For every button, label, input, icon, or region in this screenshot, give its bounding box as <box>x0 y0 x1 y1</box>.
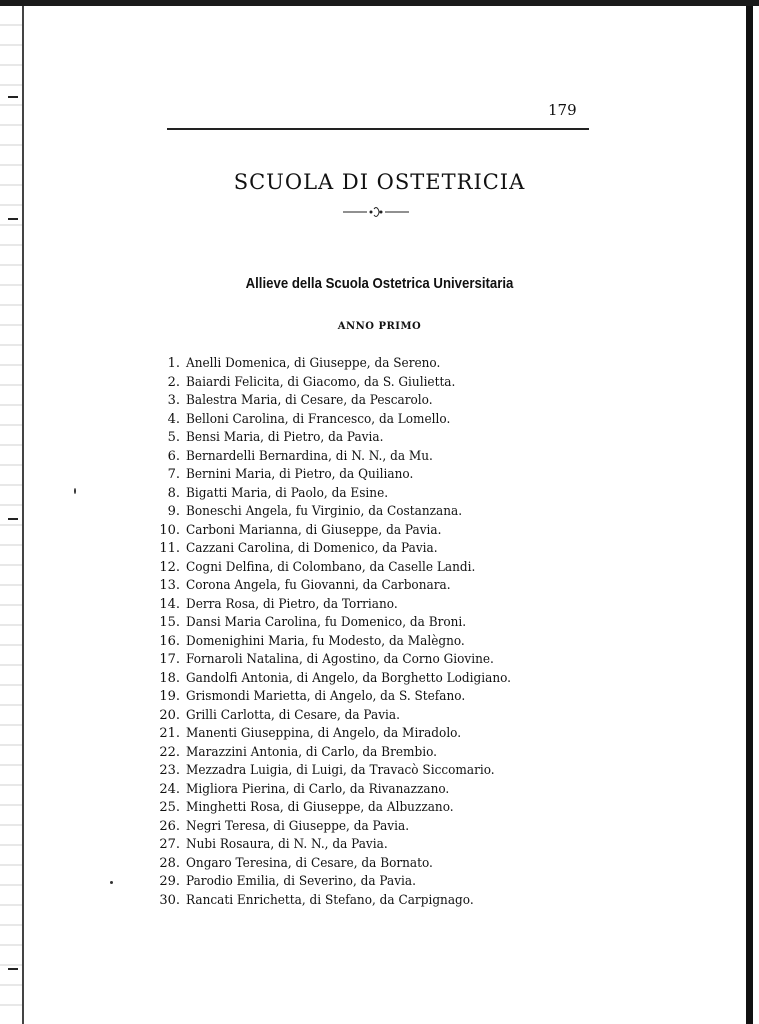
entry-number: 6. <box>167 448 180 464</box>
list-item <box>150 540 710 559</box>
list-item <box>150 873 710 892</box>
scan-top-edge <box>0 0 759 6</box>
list-item <box>150 577 710 596</box>
list-item <box>150 411 710 430</box>
entry-number: 10. <box>159 522 180 538</box>
student-list <box>150 355 710 910</box>
list-item <box>150 836 710 855</box>
entry-text: Corona Angela, fu Giovanni, da Carbonara. <box>186 578 451 593</box>
list-item <box>150 633 710 652</box>
section-heading: ANNO PRIMO <box>337 321 422 332</box>
entry-number: 27. <box>159 837 180 852</box>
list-item <box>150 466 710 485</box>
list-item <box>150 688 710 707</box>
entry-number: 18. <box>159 670 180 686</box>
entry-text: Manenti Giuseppina, di Angelo, da Miradolo. <box>186 726 462 741</box>
list-item <box>150 781 710 800</box>
entry-text: Bensi Maria, di Pietro, da Pavia. <box>186 430 384 445</box>
scan-right-margin <box>752 6 759 1024</box>
list-item <box>150 651 710 670</box>
list-item <box>150 744 710 763</box>
entry-text: Cazzani Carolina, di Domenico, da Pavia. <box>186 541 438 556</box>
entry-number: 23. <box>159 763 180 778</box>
entry-number: 8. <box>167 485 180 501</box>
list-item <box>150 559 710 578</box>
list-item <box>150 892 710 911</box>
entry-number: 12. <box>159 559 180 575</box>
list-item <box>150 596 710 615</box>
scan-right-edge <box>746 6 753 1024</box>
list-item <box>150 670 710 689</box>
entry-text: Domenighini Maria, fu Modesto, da Malègno. <box>186 633 465 649</box>
entry-number: 1. <box>167 356 180 371</box>
entry-text: Migliora Pierina, di Carlo, da Rivanazzano. <box>186 781 450 797</box>
ink-speck <box>110 881 113 884</box>
entry-text: Grilli Carlotta, di Cesare, da Pavia. <box>186 707 400 723</box>
list-item <box>150 355 710 374</box>
page-number: 179 <box>548 101 577 119</box>
entry-text: Nubi Rosaura, di N. N., da Pavia. <box>186 837 388 852</box>
entry-text: Ongaro Teresina, di Cesare, da Bornato. <box>186 855 433 871</box>
list-item <box>150 855 710 874</box>
entry-text: Mezzadra Luigia, di Luigi, da Travacò Siccomario. <box>186 763 495 778</box>
entry-text: Minghetti Rosa, di Giuseppe, da Albuzzano. <box>186 800 454 815</box>
entry-text: Parodio Emilia, di Severino, da Pavia. <box>186 874 416 889</box>
entry-number: 30. <box>159 892 180 908</box>
entry-number: 28. <box>159 855 180 871</box>
list-item <box>150 799 710 818</box>
entry-number: 25. <box>159 800 180 815</box>
scan-left-edge <box>0 6 24 1024</box>
entry-text: Baiardi Felicita, di Giacomo, da S. Giulietta. <box>186 374 456 390</box>
entry-number: 4. <box>167 411 180 427</box>
entry-number: 29. <box>159 874 180 889</box>
list-item <box>150 392 710 411</box>
list-item <box>150 429 710 448</box>
entry-number: 16. <box>159 633 180 649</box>
entry-text: Balestra Maria, di Cesare, da Pescarolo. <box>186 393 433 408</box>
entry-text: Boneschi Angela, fu Virginio, da Costanzana. <box>186 504 463 519</box>
entry-number: 13. <box>159 578 180 593</box>
entry-text: Bernardelli Bernardina, di N. N., da Mu. <box>186 448 433 464</box>
entry-text: Bernini Maria, di Pietro, da Quiliano. <box>186 467 414 482</box>
list-item <box>150 762 710 781</box>
entry-text: Carboni Marianna, di Giuseppe, da Pavia. <box>186 522 442 538</box>
list-item <box>150 448 710 467</box>
entry-number: 17. <box>159 652 180 667</box>
entry-number: 26. <box>159 818 180 834</box>
entry-number: 7. <box>167 467 180 482</box>
entry-number: 19. <box>159 689 180 704</box>
entry-number: 24. <box>159 781 180 797</box>
entry-text: Derra Rosa, di Pietro, da Torriano. <box>186 596 398 612</box>
list-item <box>150 522 710 541</box>
entry-text: Grismondi Marietta, di Angelo, da S. Stefano. <box>186 689 466 704</box>
entry-number: 2. <box>167 374 180 390</box>
subtitle: Allieve della Scuola Ostetrica Universitaria <box>245 275 514 292</box>
list-item <box>150 485 710 504</box>
list-item <box>150 614 710 633</box>
entry-text: Belloni Carolina, di Francesco, da Lomello. <box>186 411 451 427</box>
entry-number: 20. <box>159 707 180 723</box>
list-item <box>150 818 710 837</box>
list-item <box>150 707 710 726</box>
entry-number: 11. <box>159 541 180 556</box>
entry-text: Rancati Enrichetta, di Stefano, da Carpignago. <box>186 892 474 908</box>
entry-number: 15. <box>159 615 180 630</box>
entry-text: Marazzini Antonia, di Carlo, da Brembio. <box>186 744 437 760</box>
entry-text: Anelli Domenica, di Giuseppe, da Sereno. <box>186 356 441 371</box>
entry-number: 5. <box>167 430 180 445</box>
entry-number: 21. <box>159 726 180 741</box>
entry-text: Dansi Maria Carolina, fu Domenico, da Broni. <box>186 615 467 630</box>
entry-text: Fornaroli Natalina, di Agostino, da Corno Giovine. <box>186 652 494 667</box>
entry-text: Cogni Delfina, di Colombano, da Caselle Landi. <box>186 559 476 575</box>
entry-number: 9. <box>167 504 180 519</box>
ornament-divider-icon <box>343 206 409 218</box>
ink-speck <box>74 488 76 494</box>
list-item <box>150 503 710 522</box>
list-item <box>150 725 710 744</box>
entry-number: 22. <box>159 744 180 760</box>
list-item <box>150 374 710 393</box>
header-rule <box>167 128 589 130</box>
entry-number: 3. <box>167 393 180 408</box>
entry-number: 14. <box>159 596 180 612</box>
entry-text: Gandolfi Antonia, di Angelo, da Borghetto Lodigiano. <box>186 670 512 686</box>
entry-text: Bigatti Maria, di Paolo, da Esine. <box>186 485 389 501</box>
entry-text: Negri Teresa, di Giuseppe, da Pavia. <box>186 818 410 834</box>
page-title: SCUOLA DI OSTETRICIA <box>233 170 526 194</box>
